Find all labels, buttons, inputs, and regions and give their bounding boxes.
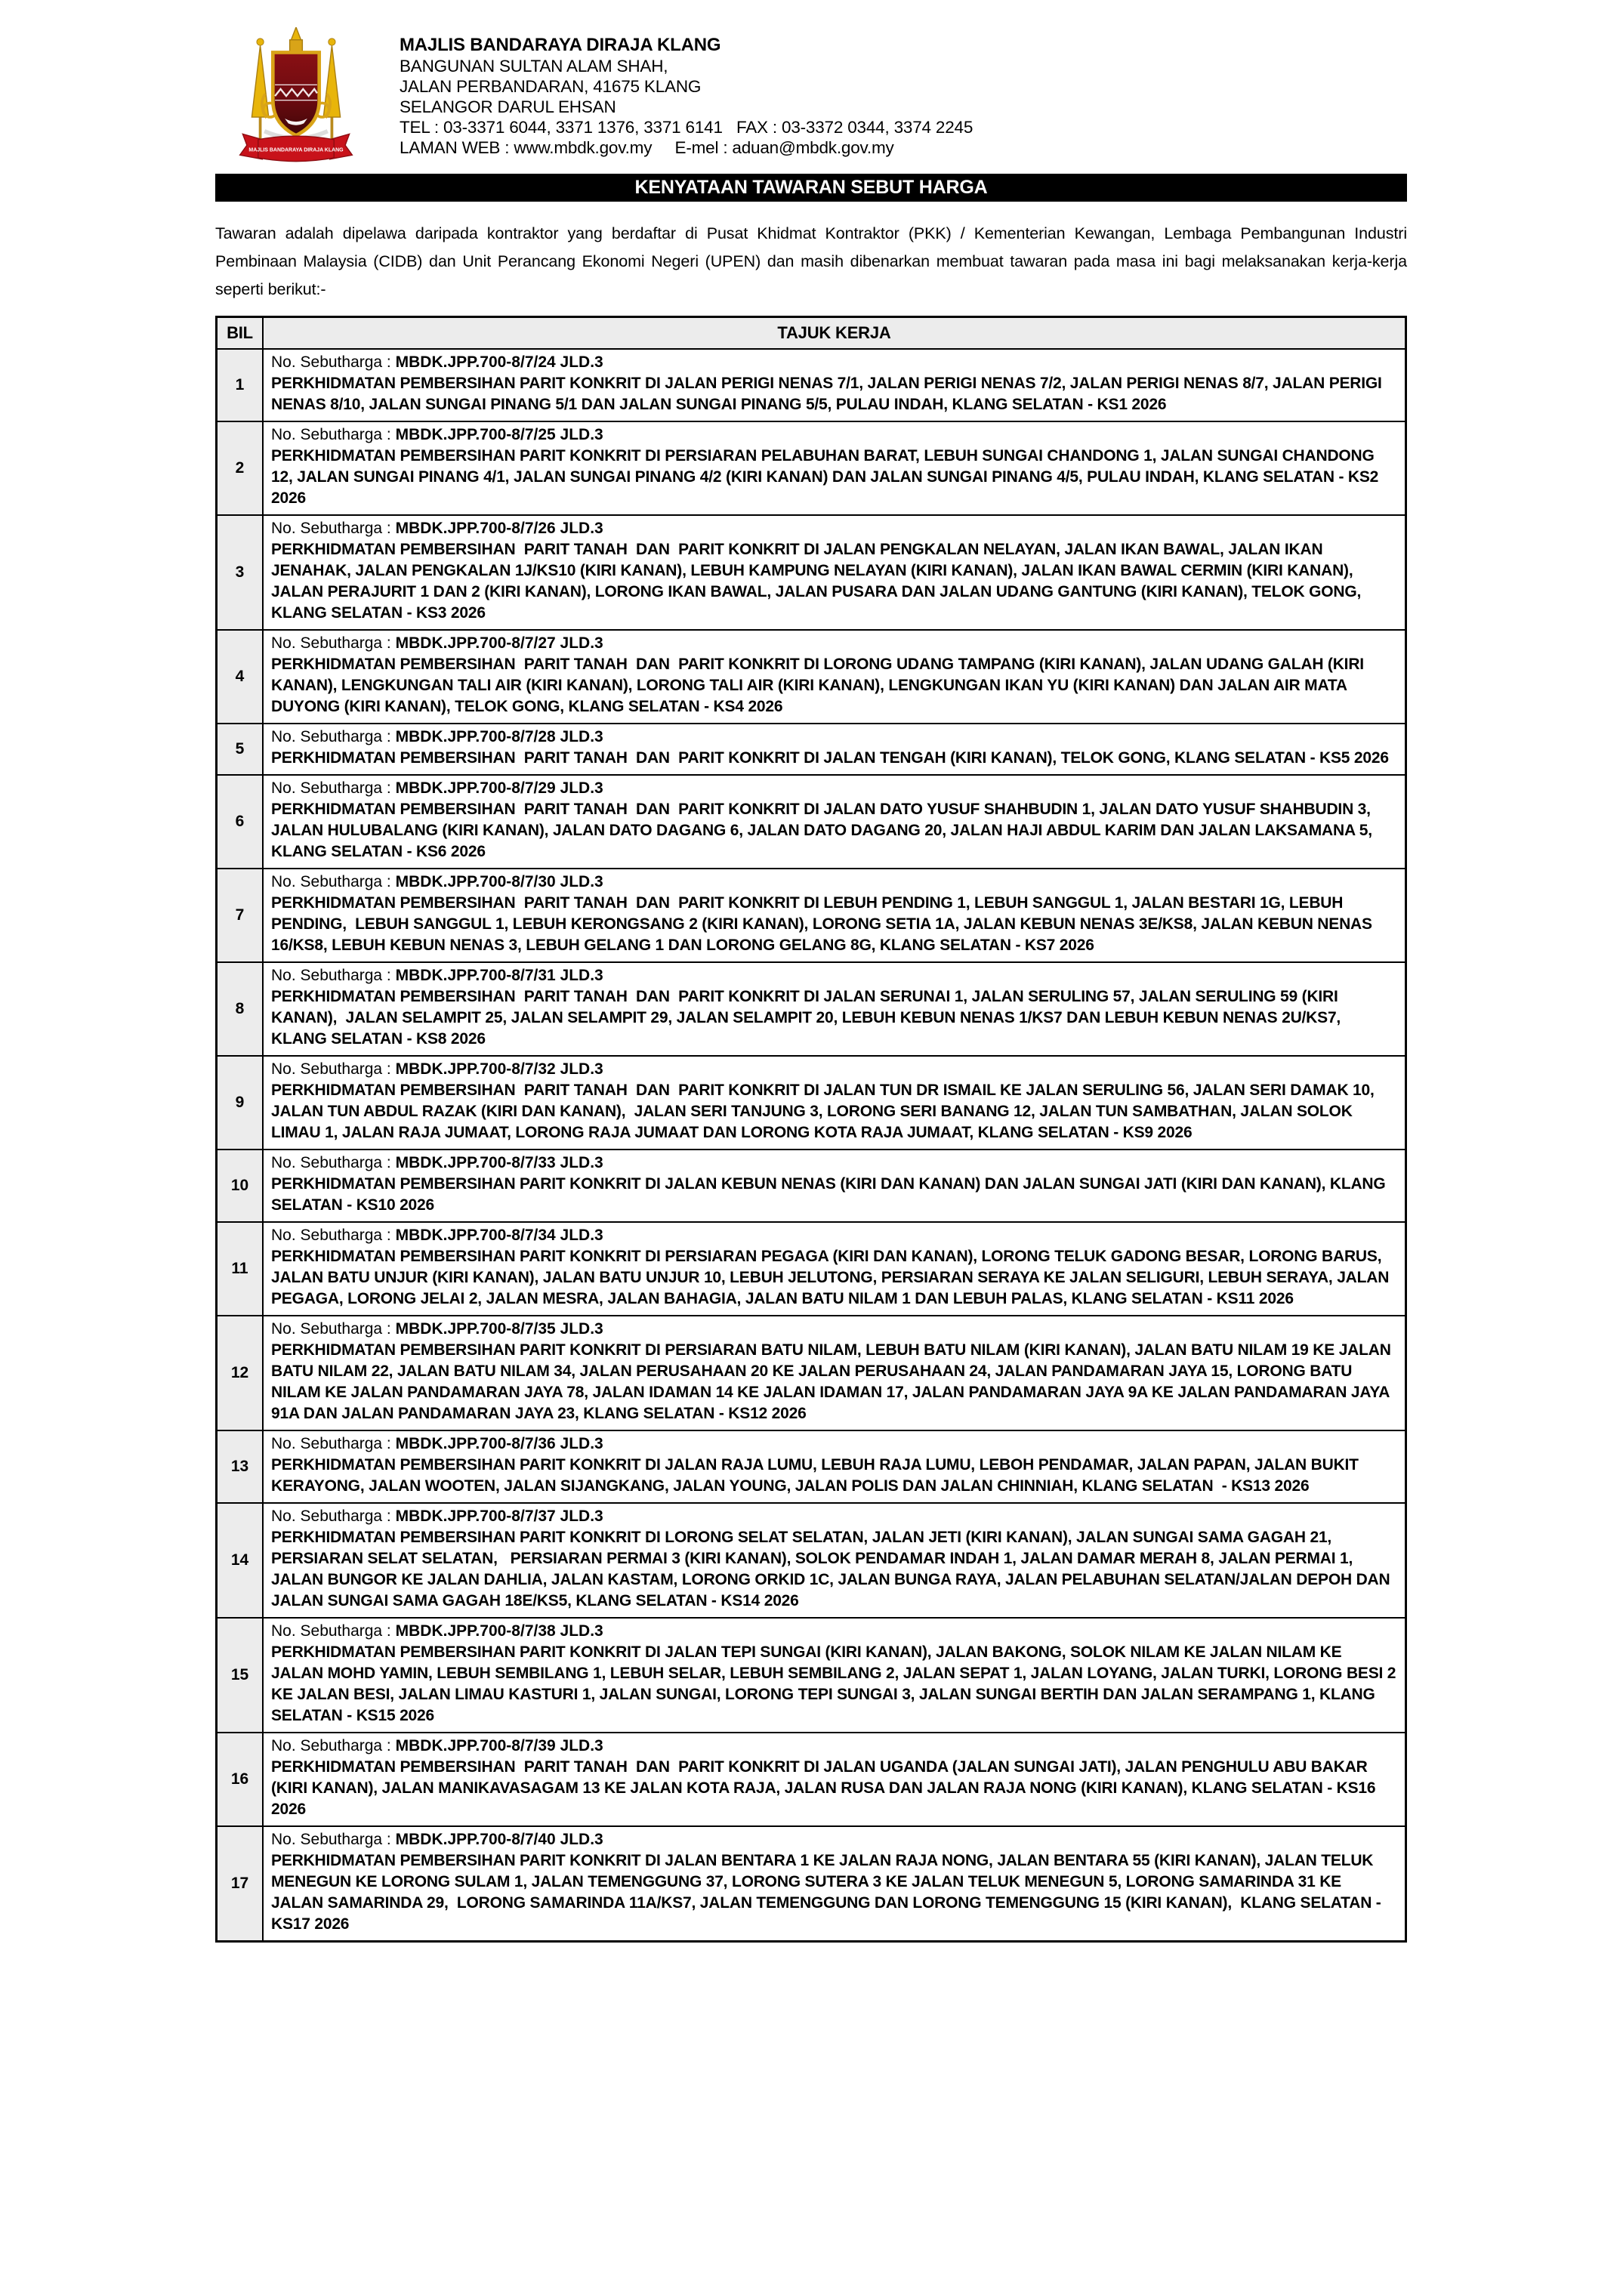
row-number: 13	[217, 1430, 264, 1503]
quote-label: No. Sebutharga :	[271, 1831, 391, 1848]
table-row	[217, 724, 1406, 775]
quote-code: MBDK.JPP.700-8/7/33 JLD.3	[395, 1154, 603, 1171]
table-row	[217, 1222, 1406, 1316]
contact-line: TEL : 03-3371 6044, 3371 1376, 3371 6141 FAX : 03-3372 0344, 3374 2245	[400, 118, 973, 137]
row-content	[263, 1222, 1406, 1316]
work-description: PERKHIDMATAN PEMBERSIHAN PARIT KONKRIT DI JALAN TEPI SUNGAI (KIRI KANAN), JALAN BAKONG, SOLOK NILAM KE JALAN NILAM KE JALAN MOHD YAMIN, LEBUH SEMBILANG 1, LEBUH SELAR, LEBUH SEMBILANG 2, JALAN SEPAT 1, JALAN LOYANG, JALAN TURKI, LORONG BESI 2 KE JALAN BESI, JALAN LIMAU KASTURI 1, JALAN SUNGAI, LORONG TEPI SUNGAI 3, JALAN SUNGAI BERTIH DAN JALAN SERAMPANG 1, KLANG SELATAN - KS15 2026	[271, 1643, 1400, 1724]
row-number: 10	[217, 1150, 264, 1222]
quote-number-line	[271, 1153, 1397, 1174]
address-line-3: SELANGOR DARUL EHSAN	[400, 97, 616, 116]
quote-label: No. Sebutharga :	[271, 1622, 391, 1640]
row-content	[263, 724, 1406, 775]
quote-code: MBDK.JPP.700-8/7/27 JLD.3	[395, 634, 603, 652]
row-number: 8	[217, 962, 264, 1056]
work-description: PERKHIDMATAN PEMBERSIHAN PARIT KONKRIT DI JALAN KEBUN NENAS (KIRI DAN KANAN) DAN JALAN SUNGAI JATI (KIRI DAN KANAN), KLANG SELATAN - KS10 2026	[271, 1175, 1390, 1214]
mbdk-crest-logo	[232, 27, 360, 168]
table-row	[217, 1618, 1406, 1733]
row-content	[263, 1316, 1406, 1430]
row-number: 3	[217, 515, 264, 630]
quote-number-line	[271, 778, 1397, 799]
table-row	[217, 775, 1406, 869]
quote-code: MBDK.JPP.700-8/7/29 JLD.3	[395, 779, 603, 797]
page-title: KENYATAAN TAWARAN SEBUT HARGA	[634, 177, 988, 198]
work-description: PERKHIDMATAN PEMBERSIHAN PARIT KONKRIT DI JALAN PERIGI NENAS 7/1, JALAN PERIGI NENAS 7/2, JALAN PERIGI NENAS 8/7, JALAN PERIGI NENAS 8/10, JALAN SUNGAI PINANG 5/1 DAN JALAN SUNGAI PINANG 5/5, PULAU INDAH, KLANG SELATAN - KS1 2026	[271, 375, 1387, 413]
quote-label: No. Sebutharga :	[271, 1737, 391, 1754]
row-number: 15	[217, 1618, 264, 1733]
quote-code: MBDK.JPP.700-8/7/26 JLD.3	[395, 520, 603, 537]
work-description: PERKHIDMATAN PEMBERSIHAN PARIT TANAH DAN PARIT KONKRIT DI JALAN DATO YUSUF SHAHBUDIN 1, JALAN DATO YUSUF SHAHBUDIN 3, JALAN HULUBALANG (KIRI KANAN), JALAN DATO DAGANG 6, JALAN DATO DAGANG 20, JALAN HAJI ABDUL KARIM DAN JALAN LAKSAMANA 5, KLANG SELATAN - KS6 2026	[271, 801, 1377, 860]
quote-number-line	[271, 1319, 1397, 1340]
quote-label: No. Sebutharga :	[271, 426, 391, 443]
crest-shield	[273, 52, 319, 135]
title-banner	[215, 174, 1407, 202]
row-number: 6	[217, 775, 264, 869]
row-content	[263, 1056, 1406, 1150]
table-row	[217, 349, 1406, 421]
row-content	[263, 1430, 1406, 1503]
quote-label: No. Sebutharga :	[271, 779, 391, 797]
crest-ribbon-text: MAJLIS BANDARAYA DIRAJA KLANG	[248, 147, 344, 153]
work-description: PERKHIDMATAN PEMBERSIHAN PARIT KONKRIT DI JALAN RAJA LUMU, LEBUH RAJA LUMU, LEBOH PENDAMAR, JALAN PAPAN, JALAN BUKIT KERAYONG, JALAN WOOTEN, JALAN SIJANGKANG, JALAN YOUNG, JALAN POLIS DAN JALAN CHINNIAH, KLANG SELATAN - KS13 2026	[271, 1456, 1363, 1495]
row-content	[263, 1733, 1406, 1826]
address-line-2: JALAN PERBANDARAN, 41675 KLANG	[400, 77, 702, 96]
quote-number-line	[271, 1621, 1397, 1642]
quote-number-line	[271, 727, 1397, 748]
table-row	[217, 1150, 1406, 1222]
table-row	[217, 421, 1406, 515]
quote-label: No. Sebutharga :	[271, 1227, 391, 1244]
work-description: PERKHIDMATAN PEMBERSIHAN PARIT TANAH DAN PARIT KONKRIT DI JALAN UGANDA (JALAN SUNGAI JATI), JALAN PENGHULU ABU BAKAR (KIRI KANAN), JALAN MANIKAVASAGAM 13 KE JALAN KOTA RAJA, JALAN RUSA DAN JALAN RAJA NONG (KIRI KANAN), KLANG SELATAN - KS16 2026	[271, 1758, 1380, 1818]
table-row	[217, 869, 1406, 962]
quote-number-line	[271, 518, 1397, 539]
row-number: 16	[217, 1733, 264, 1826]
row-content	[263, 962, 1406, 1056]
table-row	[217, 962, 1406, 1056]
work-table	[215, 316, 1407, 1943]
quote-number-line	[271, 965, 1397, 986]
work-description: PERKHIDMATAN PEMBERSIHAN PARIT TANAH DAN PARIT KONKRIT DI JALAN TUN DR ISMAIL KE JALAN SERULING 56, JALAN SERI DAMAK 10, JALAN TUN ABDUL RAZAK (KIRI DAN KANAN), JALAN SERI TANJUNG 3, LORONG SERI BANANG 12, JALAN TUN SAMBATHAN, JALAN SOLOK LIMAU 1, JALAN RAJA JUMAAT, LORONG RAJA JUMAAT DAN LORONG KOTA RAJA JUMAAT, KLANG SELATAN - KS9 2026	[271, 1082, 1379, 1141]
intro-paragraph: Tawaran adalah dipelawa daripada kontraktor yang berdaftar di Pusat Khidmat Kontraktor (PKK) / Kementerian Kewangan, Lembaga Pembangunan Industri Pembinaan Malaysia (CIDB) dan Unit Perancang Ekonomi Negeri (UPEN) dan masih dibenarkan membuat tawaran pada masa ini bagi melaksanakan kerja-kerja seperti berikut:-	[215, 224, 1407, 298]
quote-number-line	[271, 1225, 1397, 1246]
work-description: PERKHIDMATAN PEMBERSIHAN PARIT TANAH DAN PARIT KONKRIT DI LORONG UDANG TAMPANG (KIRI KANAN), JALAN UDANG GALAH (KIRI KANAN), LENGKUNGAN TALI AIR (KIRI KANAN), LORONG TALI AIR (KIRI KANAN), LENGKUNGAN IKAN YU (KIRI KANAN) DAN JALAN AIR MATA DUYONG (KIRI KANAN), TELOK GONG, KLANG SELATAN - KS4 2026	[271, 656, 1368, 715]
row-number: 2	[217, 421, 264, 515]
crest-finial	[290, 27, 303, 52]
row-content	[263, 630, 1406, 724]
row-number: 17	[217, 1826, 264, 1942]
col-header-bil: BIL	[217, 317, 264, 350]
quote-label: No. Sebutharga :	[271, 1320, 391, 1338]
row-number: 1	[217, 349, 264, 421]
quote-number-line	[271, 1059, 1397, 1080]
work-description: PERKHIDMATAN PEMBERSIHAN PARIT TANAH DAN PARIT KONKRIT DI JALAN TENGAH (KIRI KANAN), TELOK GONG, KLANG SELATAN - KS5 2026	[271, 749, 1389, 767]
quote-label: No. Sebutharga :	[271, 1508, 391, 1525]
row-content	[263, 515, 1406, 630]
document-page	[215, 0, 1407, 1943]
row-content	[263, 1618, 1406, 1733]
quote-code: MBDK.JPP.700-8/7/37 JLD.3	[395, 1508, 603, 1525]
quote-label: No. Sebutharga :	[271, 353, 391, 371]
quote-code: MBDK.JPP.700-8/7/31 JLD.3	[395, 967, 603, 984]
table-row	[217, 1733, 1406, 1826]
table-row	[217, 1430, 1406, 1503]
quote-code: MBDK.JPP.700-8/7/36 JLD.3	[395, 1435, 603, 1452]
table-row	[217, 1056, 1406, 1150]
row-number: 5	[217, 724, 264, 775]
quote-code: MBDK.JPP.700-8/7/34 JLD.3	[395, 1227, 603, 1244]
table-row	[217, 1826, 1406, 1942]
row-content	[263, 775, 1406, 869]
table-row	[217, 1316, 1406, 1430]
col-header-tajuk-kerja: TAJUK KERJA	[263, 317, 1406, 350]
work-description: PERKHIDMATAN PEMBERSIHAN PARIT KONKRIT DI PERSIARAN PELABUHAN BARAT, LEBUH SUNGAI CHANDONG 1, JALAN SUNGAI CHANDONG 12, JALAN SUNGAI PINANG 4/1, JALAN SUNGAI PINANG 4/2 (KIRI KANAN) DAN JALAN SUNGAI PINANG 4/5, PULAU INDAH, KLANG SELATAN - KS2 2026	[271, 447, 1383, 507]
quote-code: MBDK.JPP.700-8/7/35 JLD.3	[395, 1320, 603, 1338]
row-number: 7	[217, 869, 264, 962]
row-content	[263, 1503, 1406, 1618]
quote-number-line	[271, 424, 1397, 446]
quote-code: MBDK.JPP.700-8/7/30 JLD.3	[395, 873, 603, 890]
quote-code: MBDK.JPP.700-8/7/32 JLD.3	[395, 1060, 603, 1078]
quote-label: No. Sebutharga :	[271, 967, 391, 984]
quote-label: No. Sebutharga :	[271, 1435, 391, 1452]
row-number: 12	[217, 1316, 264, 1430]
quote-code: MBDK.JPP.700-8/7/25 JLD.3	[395, 426, 603, 443]
table-body	[217, 349, 1406, 1942]
work-description: PERKHIDMATAN PEMBERSIHAN PARIT KONKRIT DI PERSIARAN BATU NILAM, LEBUH BATU NILAM (KIRI KANAN), JALAN BATU NILAM 19 KE JALAN BATU NILAM 22, JALAN BATU NILAM 34, JALAN PERUSAHAAN 20 KE JALAN PERUSAHAAN 24, JALAN PANDAMARAN JAYA 15, LORONG BATU NILAM KE JALAN PANDAMARAN JAYA 78, JALAN IDAMAN 14 KE JALAN IDAMAN 17, JALAN PANDAMARAN JAYA 9A KE JALAN PANDAMARAN JAYA 91A DAN JALAN PANDAMARAN JAYA 23, KLANG SELATAN - KS12 2026	[271, 1341, 1396, 1422]
work-description: PERKHIDMATAN PEMBERSIHAN PARIT KONKRIT DI LORONG SELAT SELATAN, JALAN JETI (KIRI KANAN), JALAN SUNGAI SAMA GAGAH 21, PERSIARAN SELAT SELATAN, PERSIARAN PERMAI 3 (KIRI KANAN), SOLOK PENDAMAR INDAH 1, JALAN DAMAR MERAH 8, JALAN PERMAI 1, JALAN BUNGOR KE JALAN DAHLIA, JALAN KASTAM, LORONG ORKID 1C, JALAN BUNGA RAYA, JALAN PELABUHAN SELATAN/JALAN DEPOH DAN JALAN SUNGAI SAMA GAGAH 18E/KS5, KLANG SELATAN - KS14 2026	[271, 1529, 1390, 1609]
quote-number-line	[271, 1829, 1397, 1850]
quote-number-line	[271, 1433, 1397, 1455]
quote-code: MBDK.JPP.700-8/7/24 JLD.3	[395, 353, 603, 371]
work-description: PERKHIDMATAN PEMBERSIHAN PARIT TANAH DAN PARIT KONKRIT DI JALAN PENGKALAN NELAYAN, JALAN IKAN BAWAL, JALAN IKAN JENAHAK, JALAN PENGKALAN 1J/KS10 (KIRI KANAN), LEBUH KAMPUNG NELAYAN (KIRI KANAN), JALAN IKAN BAWAL CERMIN (KIRI KANAN), JALAN PERAJURIT 1 DAN 2 (KIRI KANAN), LORONG IKAN BAWAL, JALAN PUSARA DAN JALAN UDANG GANTUNG (KIRI KANAN), TELOK GONG, KLANG SELATAN - KS3 2026	[271, 541, 1365, 622]
table-row	[217, 1503, 1406, 1618]
quote-label: No. Sebutharga :	[271, 1154, 391, 1171]
row-content	[263, 1150, 1406, 1222]
row-number: 4	[217, 630, 264, 724]
letterhead	[215, 27, 1407, 168]
row-content	[263, 869, 1406, 962]
quote-code: MBDK.JPP.700-8/7/39 JLD.3	[395, 1737, 603, 1754]
address-line-1: BANGUNAN SULTAN ALAM SHAH,	[400, 57, 668, 76]
quote-label: No. Sebutharga :	[271, 520, 391, 537]
crest-ribbon	[240, 134, 353, 161]
row-content	[263, 349, 1406, 421]
quote-number-line	[271, 633, 1397, 654]
row-number: 14	[217, 1503, 264, 1618]
quote-number-line	[271, 352, 1397, 373]
work-description: PERKHIDMATAN PEMBERSIHAN PARIT TANAH DAN PARIT KONKRIT DI LEBUH PENDING 1, LEBUH SANGGUL 1, JALAN BESTARI 1G, LEBUH PENDING, LEBUH SANGGUL 1, LEBUH KERONGSANG 2 (KIRI KANAN), LORONG SETIA 1A, JALAN KEBUN NENAS 3E/KS8, JALAN KEBUN NENAS 16/KS8, LEBUH KEBUN NENAS 3, LEBUH GELANG 1 DAN LORONG GELANG 8G, KLANG SELATAN - KS7 2026	[271, 894, 1377, 954]
web-email-line: LAMAN WEB : www.mbdk.gov.my E-mel : aduan@mbdk.gov.my	[400, 138, 894, 157]
table-row	[217, 515, 1406, 630]
work-description: PERKHIDMATAN PEMBERSIHAN PARIT KONKRIT DI JALAN BENTARA 1 KE JALAN RAJA NONG, JALAN BENTARA 55 (KIRI KANAN), JALAN TELUK MENEGUN KE LORONG SULAM 1, JALAN TEMENGGUNG 37, LORONG SUTERA 3 KE JALAN TELUK MENEGUN 5, LORONG SAMARINDA 31 KE JALAN SAMARINDA 29, LORONG SAMARINDA 11A/KS7, JALAN TEMENGGUNG DAN LORONG TEMENGGUNG 15 (KIRI KANAN), KLANG SELATAN - KS17 2026	[271, 1852, 1386, 1933]
row-content	[263, 1826, 1406, 1942]
quote-code: MBDK.JPP.700-8/7/38 JLD.3	[395, 1622, 603, 1640]
org-name: MAJLIS BANDARAYA DIRAJA KLANG	[400, 35, 721, 55]
quote-number-line	[271, 1736, 1397, 1757]
quote-label: No. Sebutharga :	[271, 873, 391, 890]
row-number: 11	[217, 1222, 264, 1316]
work-description: PERKHIDMATAN PEMBERSIHAN PARIT TANAH DAN PARIT KONKRIT DI JALAN SERUNAI 1, JALAN SERULING 57, JALAN SERULING 59 (KIRI KANAN), JALAN SELAMPIT 25, JALAN SELAMPIT 29, JALAN SELAMPIT 20, LEBUH KEBUN NENAS 1/KS7 DAN LEBUH KEBUN NENAS 2U/KS7, KLANG SELATAN - KS8 2026	[271, 988, 1345, 1048]
row-number: 9	[217, 1056, 264, 1150]
work-description: PERKHIDMATAN PEMBERSIHAN PARIT KONKRIT DI PERSIARAN PEGAGA (KIRI DAN KANAN), LORONG TELUK GADONG BESAR, LORONG BARUS, JALAN BATU UNJUR (KIRI KANAN), JALAN BATU UNJUR 10, LEBUH JELUTONG, PERSIARAN SERAYA KE JALAN SELIGURI, LEBUH SERAYA, JALAN PEGAGA, LORONG JELAI 2, JALAN MESRA, JALAN BAHAGIA, JALAN BATU NILAM 1 DAN LEBUH PALAS, KLANG SELATAN - KS11 2026	[271, 1248, 1393, 1307]
table-header	[217, 317, 1406, 350]
quote-code: MBDK.JPP.700-8/7/28 JLD.3	[395, 728, 603, 745]
quote-label: No. Sebutharga :	[271, 1060, 391, 1078]
quote-number-line	[271, 872, 1397, 893]
table-row	[217, 630, 1406, 724]
quote-label: No. Sebutharga :	[271, 634, 391, 652]
quote-label: No. Sebutharga :	[271, 728, 391, 745]
quote-code: MBDK.JPP.700-8/7/40 JLD.3	[395, 1831, 603, 1848]
row-content	[263, 421, 1406, 515]
letterhead-text	[400, 27, 973, 158]
quote-number-line	[271, 1506, 1397, 1527]
